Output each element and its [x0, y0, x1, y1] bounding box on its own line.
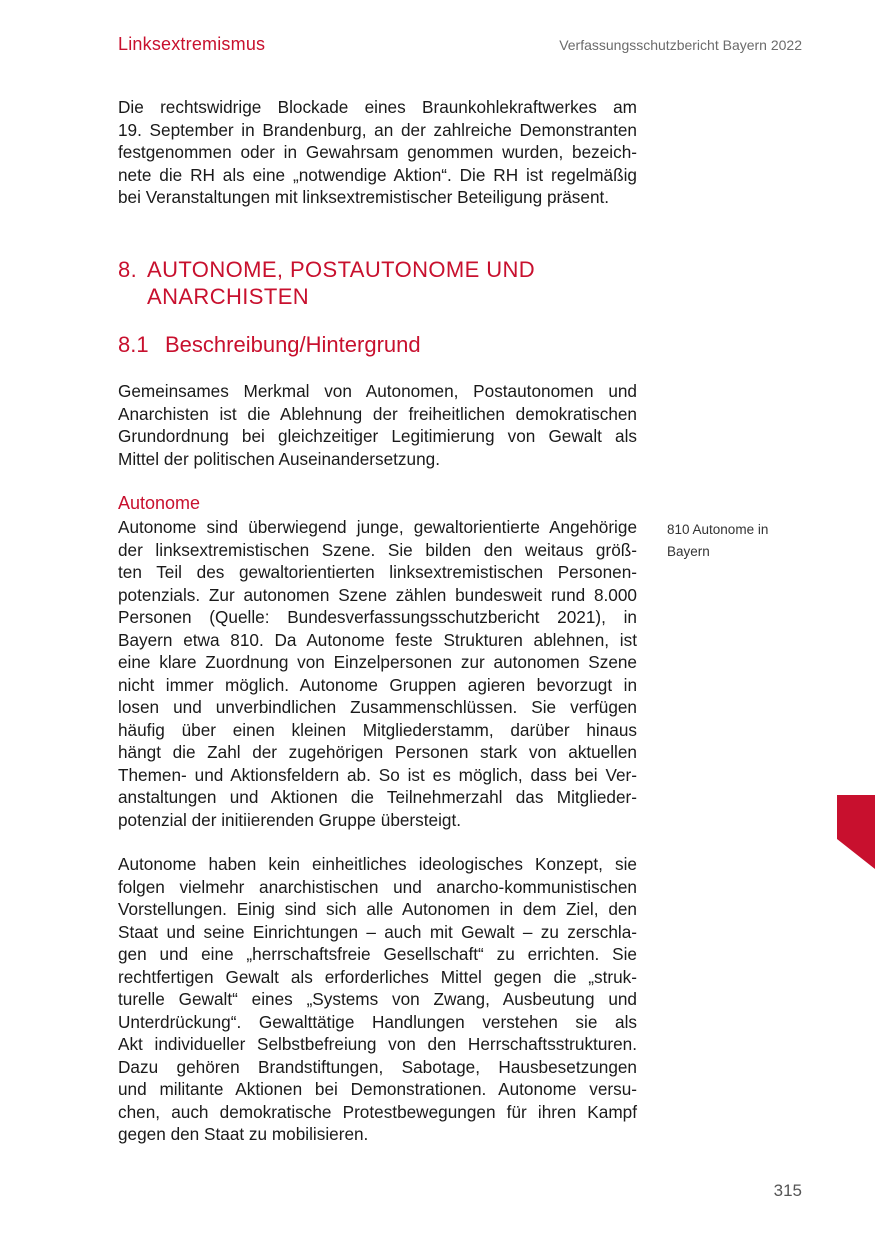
text-line: Themen- und Aktionsfeldern ab. So ist es möglich, dass bei Ver-	[118, 764, 637, 785]
text-line: Dazu gehören Brandstiftungen, Sabotage, Hausbesetzungen	[118, 1056, 637, 1077]
chapter-title-line2: ANARCHISTEN	[147, 284, 310, 309]
page-number: 315	[773, 1181, 802, 1200]
running-header-publication: Verfassungsschutzbericht Bayern 2022	[559, 37, 802, 53]
text-line: losen und unverbindlichen Zusammenschlüssen. Sie verfügen	[118, 697, 637, 717]
margin-note-line1: 810 Autonome in	[667, 522, 769, 537]
text-line: gegen den Staat zu mobilisieren.	[118, 1124, 369, 1144]
text-line: der linksextremistischen Szene. Sie bilden den weitaus größ-	[118, 539, 637, 560]
text-line: Gemeinsames Merkmal von Autonomen, Postautonomen und	[118, 381, 637, 401]
section-heading	[118, 332, 421, 358]
text-line: nicht immer möglich. Autonome Gruppen agieren bevorzugt in	[118, 674, 637, 695]
text-line: eine klare Zuordnung von Einzelpersonen zur autonomen Szene	[118, 652, 637, 672]
text-line: Personen (Quelle: Bundesverfassungsschutzbericht 2021), in	[118, 607, 637, 627]
text-line: häufig über einen kleinen Mitgliederstamm, darüber hinaus	[118, 719, 637, 740]
margin-note	[667, 519, 807, 563]
text-line: bei Veranstaltungen mit linksextremistischer Beteiligung präsent.	[118, 187, 610, 207]
text-line: Autonome haben kein einheitliches ideologisches Konzept, sie	[118, 854, 637, 874]
text-line: rechtfertigen Gewalt als erforderliches Mittel gegen die „struk-	[118, 966, 637, 987]
text-line: turelle Gewalt“ eines „Systems von Zwang, Ausbeutung und	[118, 989, 637, 1009]
text-line: festgenommen oder in Gewahrsam genommen wurden, bezeich-	[118, 142, 637, 162]
autonome-paragraph-2-text	[118, 853, 637, 1146]
text-line: Autonome sind überwiegend junge, gewaltorientierte Angehörige	[118, 517, 637, 537]
text-line: Unterdrückung“. Gewalttätige Handlungen verstehen sie als	[118, 1011, 637, 1032]
chapter-tab-shape	[837, 795, 875, 869]
section-title: Beschreibung/Hintergrund	[165, 332, 421, 357]
text-line: Mittel der politischen Auseinandersetzung.	[118, 448, 440, 469]
chapter-tab-marker	[837, 795, 875, 869]
running-header-section: Linksextremismus	[118, 34, 266, 54]
text-line: Akt individueller Selbstbefreiung von den Herrschaftsstrukturen.	[118, 1034, 637, 1054]
intro-paragraph-text	[118, 96, 637, 209]
text-line: hängt die Zahl der zugehörigen Personen stark von aktuellen	[118, 742, 637, 762]
autonome-paragraph-1	[118, 516, 637, 831]
autonome-paragraph-2	[118, 853, 637, 1146]
text-line: anstaltungen und Aktionen die Teilnehmerzahl das Mitglieder-	[118, 787, 637, 807]
section-intro-text	[118, 380, 637, 470]
text-line: Vorstellungen. Einig sind sich alle Autonomen in dem Ziel, den	[118, 899, 637, 919]
margin-note-line2: Bayern	[667, 544, 710, 559]
text-line: Anarchisten ist die Ablehnung der freiheitlichen demokratischen	[118, 403, 637, 424]
chapter-heading	[118, 256, 638, 310]
text-line: potenzials. Zur autonomen Szene zählen bundesweit rund 8.000	[118, 584, 637, 605]
text-line: 19. September in Brandenburg, an der zahlreiche Demonstranten	[118, 119, 637, 140]
text-line: und militante Aktionen bei Demonstrationen. Autonome versu-	[118, 1079, 637, 1099]
chapter-title-line1: AUTONOME, POSTAUTONOME UND	[147, 257, 536, 282]
chapter-number: 8.	[118, 257, 138, 282]
intro-paragraph	[118, 96, 637, 209]
text-line: chen, auch demokratische Protestbewegungen für ihren Kampf	[118, 1101, 637, 1122]
text-line: Bayern etwa 810. Da Autonome feste Strukturen ablehnen, ist	[118, 629, 637, 650]
section-intro-paragraph	[118, 380, 637, 470]
text-line: ten Teil des gewaltorientierten linksextremistischen Personen-	[118, 562, 637, 582]
subsection-heading: Autonome	[118, 493, 201, 513]
text-line: nete die RH als eine „notwendige Aktion“. Die RH ist regelmäßig	[118, 164, 637, 185]
text-line: folgen vielmehr anarchistischen und anarcho-kommunistischen	[118, 876, 637, 897]
text-line: gen und eine „herrschaftsfreie Gesellschaft“ zu errichten. Sie	[118, 944, 637, 964]
section-number: 8.1	[118, 332, 149, 357]
text-line: Grundordnung bei gleichzeitiger Legitimierung von Gewalt als	[118, 426, 637, 446]
text-line: Die rechtswidrige Blockade eines Braunkohlekraftwerkes am	[118, 97, 637, 117]
autonome-paragraph-1-text	[118, 516, 637, 831]
text-line: potenzial der initiierenden Gruppe übersteigt.	[118, 809, 462, 830]
text-line: Staat und seine Einrichtungen – auch mit Gewalt – zu zerschla-	[118, 921, 637, 942]
